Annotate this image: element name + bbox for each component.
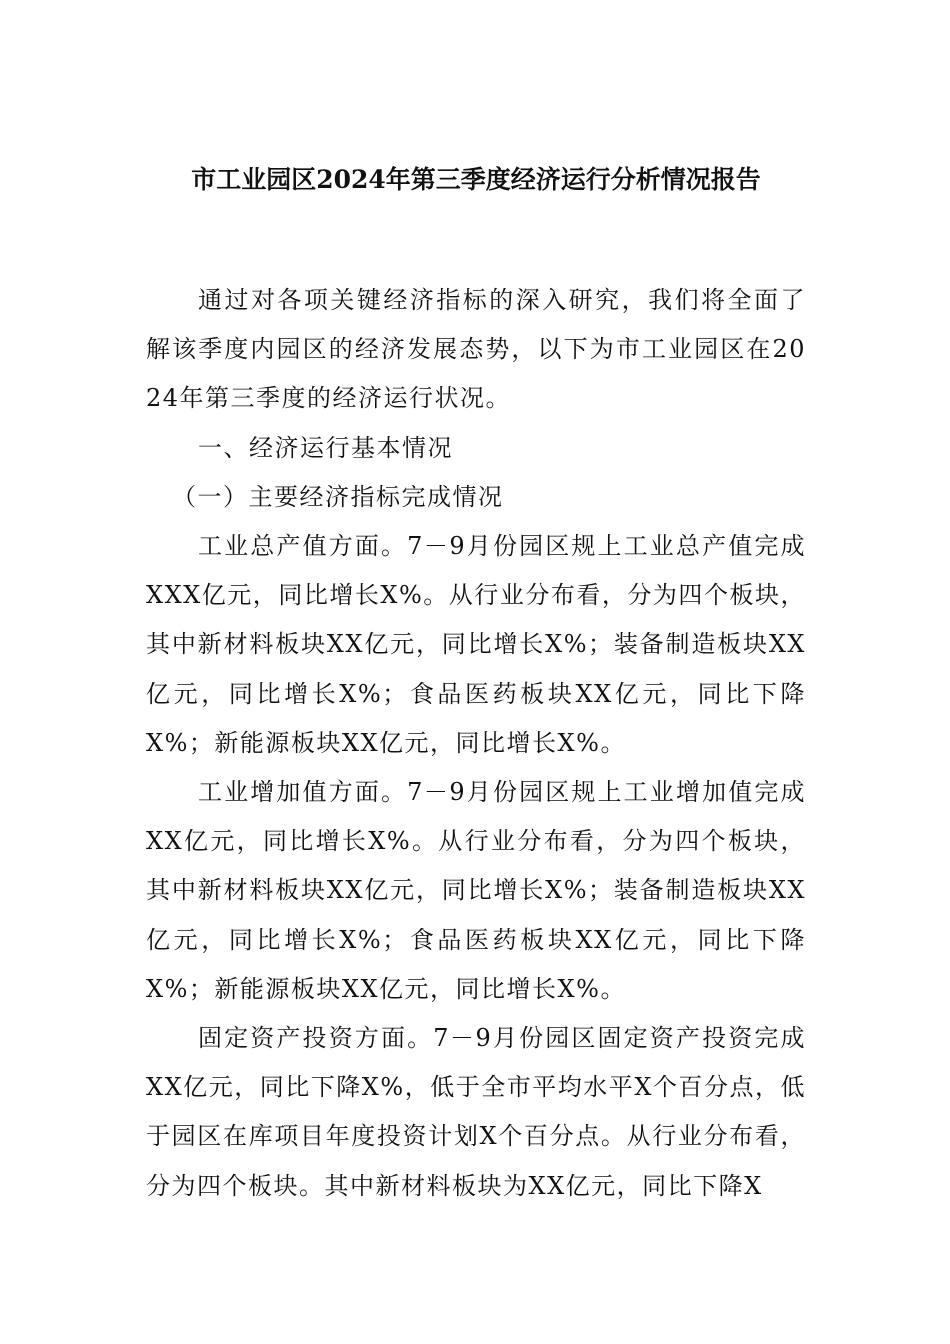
document-body xyxy=(146,276,806,1211)
document-page xyxy=(146,0,806,1344)
paragraph-industrial-output: 工业总产值方面。7－9月份园区规上工业总产值完成XXX亿元，同比增长X%。从行业分布看，分为四个板块，其中新材料板块XX亿元，同比增长X%；装备制造板块XX亿元，同比增长X%；食品医药板块XX亿元，同比下降X%；新能源板块XX亿元，同比增长X%。 xyxy=(146,532,806,757)
paragraph-industrial-added-value: 工业增加值方面。7－9月份园区规上工业增加值完成XX亿元，同比增长X%。从行业分布看，分为四个板块，其中新材料板块XX亿元，同比增长X%；装备制造板块XX亿元，同比增长X%；食品医药板块XX亿元，同比下降X%；新能源板块XX亿元，同比增长X%。 xyxy=(146,778,806,1003)
document-title: 市工业园区2024年第三季度经济运行分析情况报告 xyxy=(191,165,761,194)
section-heading: 一、经济运行基本情况 xyxy=(198,433,453,462)
subsection-heading: （一）主要经济指标完成情况 xyxy=(172,482,504,511)
intro-paragraph: 通过对各项关键经济指标的深入研究，我们将全面了解该季度内园区的经济发展态势，以下为市工业园区在2024年第三季度的经济运行状况。 xyxy=(146,286,806,413)
paragraph-fixed-asset-investment: 固定资产投资方面。7－9月份园区固定资产投资完成XX亿元，同比下降X%，低于全市平均水平X个百分点，低于园区在库项目年度投资计划X个百分点。从行业分布看，分为四个板块。其中新材料板块为XX亿元，同比下降X xyxy=(146,1024,806,1200)
